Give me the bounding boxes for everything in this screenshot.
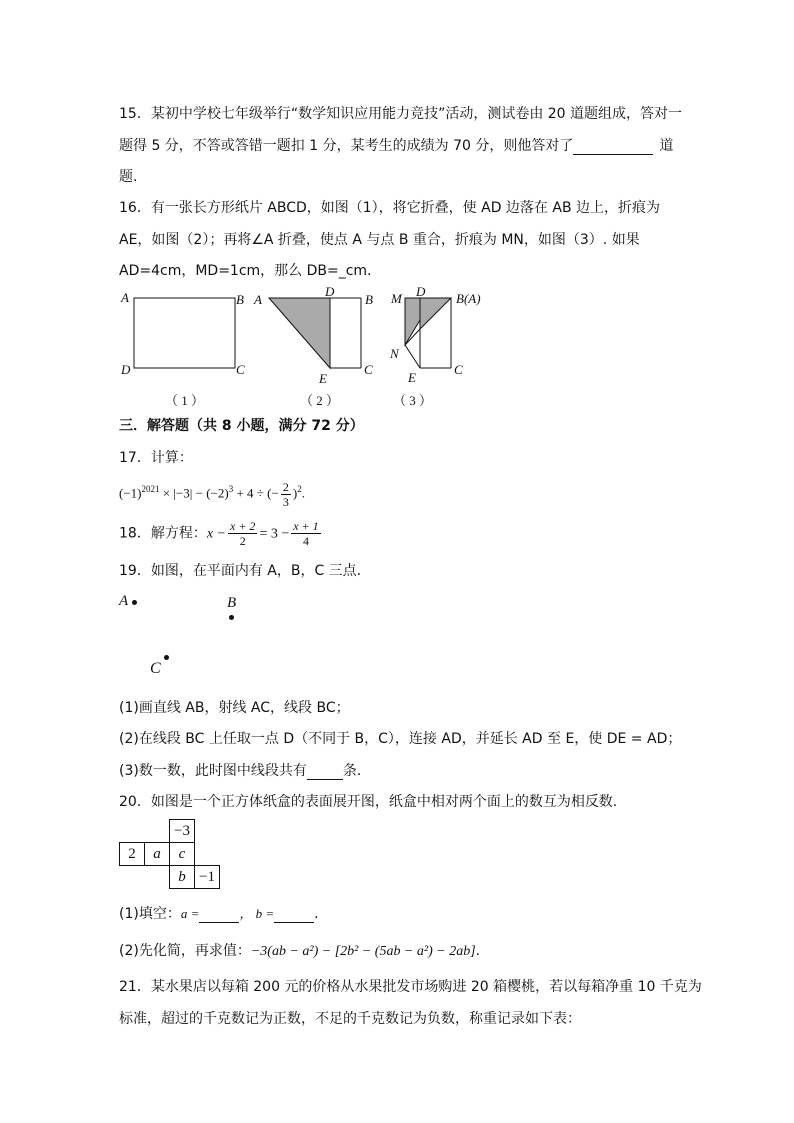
fig2-label-c: C	[364, 362, 373, 377]
q20-stem: 20．如图是一个正方体纸盒的表面展开图，纸盒中相对两个面上的数互为相反数.	[119, 794, 618, 810]
q18-equation: 18．解方程：x − $\frac{x + 2}{2}$ = 3 − $\frac{x + 1}{4}$	[119, 519, 319, 548]
q15-answer-blank[interactable]	[573, 138, 653, 155]
q16-figures	[115, 285, 495, 395]
fig2-label-a: A	[254, 292, 262, 307]
fig1-label-d: D	[121, 362, 131, 377]
fig3-label-e: E	[408, 370, 416, 385]
q19-part1: (1)画直线 AB，射线 AC，线段 BC；	[119, 700, 350, 716]
fig3-label-m: M	[391, 291, 402, 306]
q16-line3: AD=4cm，MD=1cm，那么 DB=_cm.	[119, 263, 372, 279]
fig3-label-c: C	[454, 362, 463, 377]
q15-line2-text: 题得 5 分，不答或答错一题扣 1 分，某考生的成绩为 70 分，则他答对了	[119, 138, 574, 154]
q19-part3: (3)数一数，此时图中线段共有 条.	[119, 763, 362, 779]
fig2-label-e: E	[319, 371, 327, 386]
point-c	[164, 655, 169, 660]
net-cell-c: c	[170, 843, 195, 866]
point-b	[229, 615, 234, 620]
q17-label: 17．计算：	[119, 450, 193, 466]
q19-part2: (2)在线段 BC 上任取一点 D（不同于 B，C），连接 AD，并延长 AD 至 E，使 DE = AD；	[119, 731, 682, 747]
net-cell-neg1: −1	[195, 866, 220, 889]
q19-stem: 19．如图，在平面内有 A，B，C 三点.	[119, 563, 362, 579]
q15-line2	[119, 135, 673, 155]
point-a-label: A	[119, 593, 129, 609]
q17-expression: $(-1)^{2021} \times |-3| - (-2)^3 + 4$ ÷ (− $\frac{2}{3}$ )$^2$.	[119, 480, 305, 509]
section-title: 三．解答题（共 8 小题，满分 72 分）	[119, 418, 364, 434]
point-b-label: B	[227, 595, 237, 611]
net-cell-top: −3	[170, 820, 195, 843]
q21-line1: 21．某水果店以每箱 200 元的价格从水果批发市场购进 20 箱樱桃，若以每箱净重 10 千克为	[119, 979, 702, 995]
q16-line1: 16．有一张长方形纸片 ABCD，如图（1），将它折叠，使 AD 边落在 AB 边上，折痕为	[119, 200, 661, 216]
net-cell-b: b	[170, 866, 195, 889]
q20-a-blank[interactable]	[199, 906, 239, 923]
fig3-label-ba: B(A)	[456, 291, 481, 306]
fig2-label-b: B	[365, 292, 373, 307]
q20-b-blank[interactable]	[274, 906, 314, 923]
fig1-label-c: C	[236, 362, 245, 377]
q16-line2: AE，如图（2）；再将∠A 折叠，使点 A 与点 B 重合，折痕为 MN，如图（3）. 如果	[119, 232, 640, 248]
q15-line1: 15．某初中学校七年级举行“数学知识应用能力竞技”活动，测试卷由 20 道题组成，答对一	[119, 106, 683, 122]
fig2-label-d: D	[325, 284, 335, 299]
fig3-caption: （ 3 ）	[393, 393, 433, 408]
fig1-caption: （ 1 ）	[165, 393, 205, 408]
q20-part2: (2)先化简，再求值：−3(ab − a²) − [2b² − (5ab − a²) − 2ab].	[119, 943, 481, 959]
q21-line2: 标准，超过的千克数记为正数，不足的千克数记为负数，称重记录如下表：	[119, 1011, 581, 1027]
point-c-label: C	[150, 660, 161, 677]
q19-answer-blank[interactable]	[307, 763, 343, 780]
fig3-label-d: D	[416, 284, 426, 299]
q15-line3: 题.	[119, 169, 138, 185]
net-cell-a: a	[145, 843, 170, 866]
q20-part1: (1)填空：a = ， b = .	[119, 906, 319, 922]
q15-line2-end: 道	[659, 138, 674, 154]
fig3-label-n: N	[390, 346, 399, 361]
fig2-caption: （ 2 ）	[300, 393, 340, 408]
cube-net	[119, 819, 220, 889]
fig1-label-b: B	[236, 292, 244, 307]
fig1-label-a: A	[121, 290, 129, 305]
net-cell-2: 2	[120, 843, 145, 866]
point-a	[132, 600, 137, 605]
q18-label: 18．解方程：	[119, 525, 207, 542]
